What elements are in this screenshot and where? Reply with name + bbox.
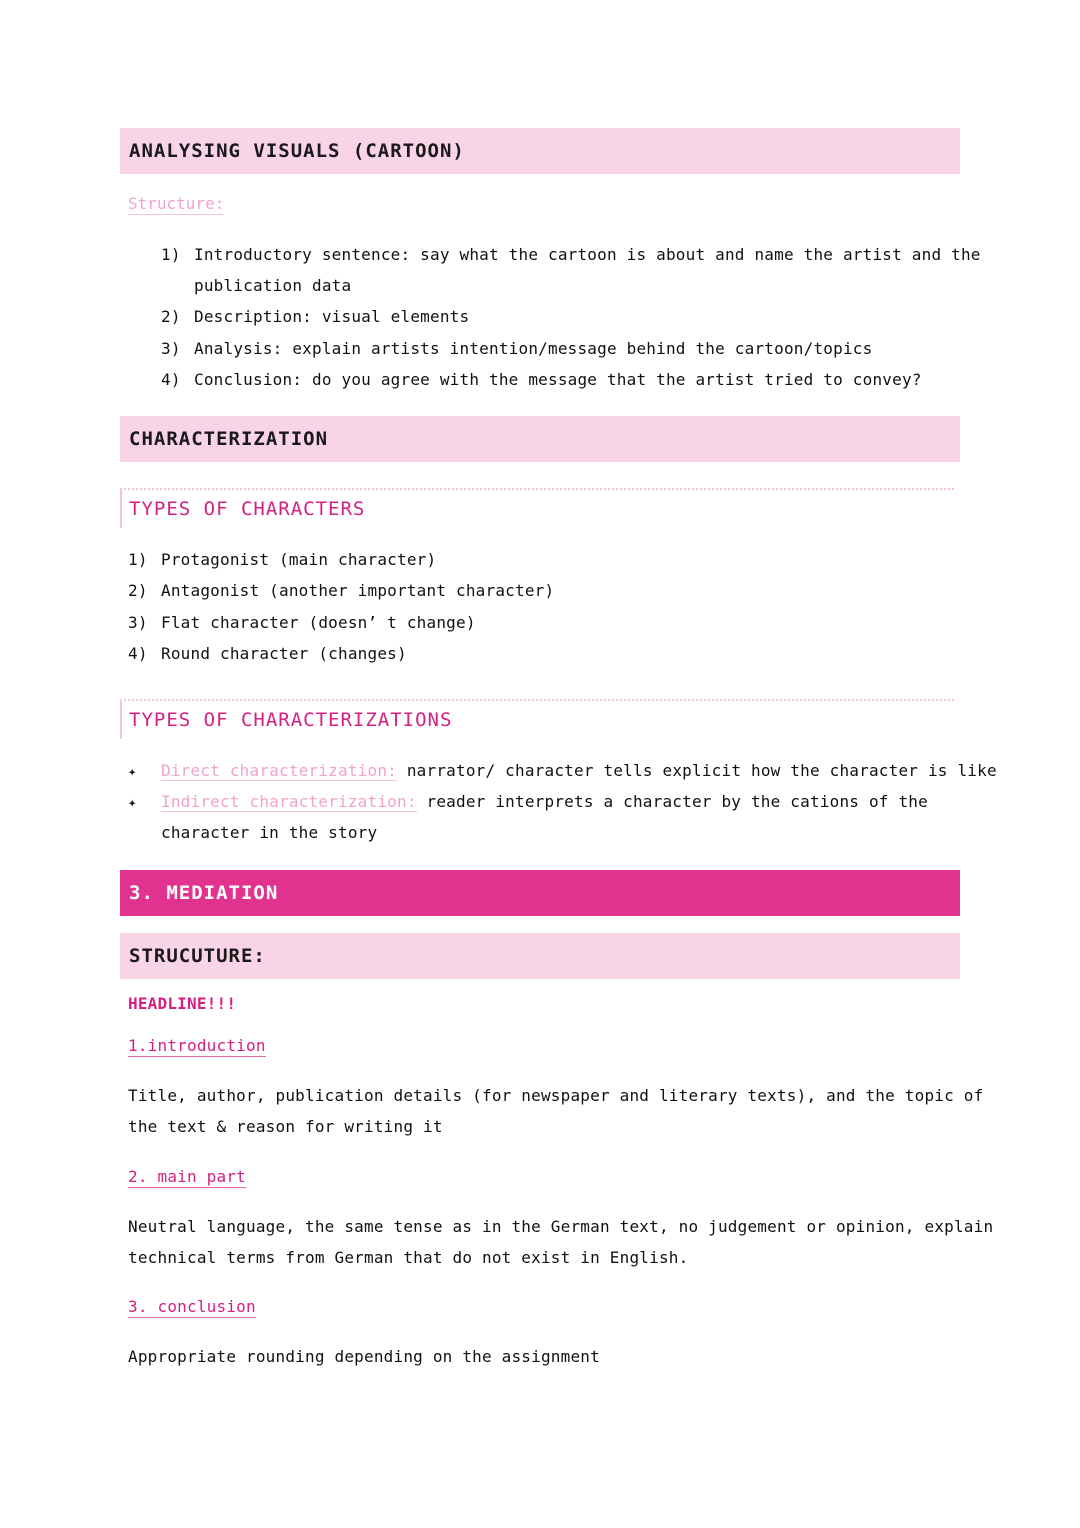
structure-header [120, 933, 960, 979]
step-number: 1) [161, 245, 181, 264]
step-number: 3) [161, 339, 181, 358]
conclusion-label-wrap [128, 1297, 256, 1317]
star-bullet-icon: ✦ [128, 764, 137, 780]
indirect-characterization-term: Indirect characterization: [161, 792, 417, 811]
introduction-label-wrap [128, 1036, 266, 1056]
item-number: 1) [128, 550, 148, 569]
section-header-characterization-text: CHARACTERIZATION [129, 428, 329, 450]
section-header-cartoon-text: ANALYSING VISUALS (CARTOON) [129, 140, 465, 162]
types-of-characterizations-heading [120, 699, 954, 739]
types-of-characters-title: TYPES OF CHARACTERS [129, 498, 366, 520]
item-number: 3) [128, 613, 148, 632]
step-text: Description: visual elements [194, 307, 470, 326]
main-part-label: 2. main part [128, 1167, 246, 1186]
cartoon-step-1 [161, 245, 981, 265]
item-text: Protagonist (main character) [161, 550, 437, 569]
cartoon-step-2 [161, 307, 469, 327]
item-text: Flat character (doesn’ t change) [161, 613, 476, 632]
types-of-characters-heading [120, 488, 954, 528]
headline-label: HEADLINE!!! [128, 994, 237, 1013]
indirect-characterization-cont: character in the story [161, 823, 378, 842]
item-text: Antagonist (another important character) [161, 581, 555, 600]
section-header-cartoon [120, 128, 960, 174]
main-part-label-wrap [128, 1167, 246, 1187]
character-type-1 [128, 550, 436, 570]
introduction-text-2: the text & reason for writing it [128, 1117, 443, 1136]
conclusion-label: 3. conclusion [128, 1297, 256, 1316]
indirect-characterization-text: reader interprets a character by the cations of the [416, 792, 928, 811]
character-type-3 [128, 613, 476, 633]
direct-characterization-text: narrator/ character tells explicit how the character is like [397, 761, 997, 780]
structure-header-text: STRUCUTURE: [129, 945, 266, 967]
step-text: Conclusion: do you agree with the message that the artist tried to convey? [194, 370, 922, 389]
item-number: 4) [128, 644, 148, 663]
item-text: Round character (changes) [161, 644, 407, 663]
step-text: Analysis: explain artists intention/message behind the cartoon/topics [194, 339, 873, 358]
introduction-label: 1.introduction [128, 1036, 266, 1055]
step-number: 2) [161, 307, 181, 326]
conclusion-text: Appropriate rounding depending on the assignment [128, 1347, 600, 1366]
cartoon-step-4 [161, 370, 922, 390]
star-bullet-icon: ✦ [128, 795, 137, 811]
indirect-characterization-item [128, 792, 928, 813]
section-header-characterization [120, 416, 960, 462]
main-part-text-1: Neutral language, the same tense as in the German text, no judgement or opinion, explain [128, 1217, 994, 1236]
introduction-text-1: Title, author, publication details (for newspaper and literary texts), and the topic of [128, 1086, 984, 1105]
step-number: 4) [161, 370, 181, 389]
section-header-mediation-text: 3. MEDIATION [129, 882, 279, 904]
section-header-mediation [120, 870, 960, 916]
character-type-2 [128, 581, 554, 601]
character-type-4 [128, 644, 407, 664]
direct-characterization-term: Direct characterization: [161, 761, 397, 780]
types-of-characterizations-title: TYPES OF CHARACTERIZATIONS [129, 709, 453, 731]
cartoon-step-3 [161, 339, 872, 359]
structure-label: Structure: [128, 194, 225, 213]
step-text: Introductory sentence: say what the cartoon is about and name the artist and the [194, 245, 981, 264]
direct-characterization-item [128, 761, 997, 782]
cartoon-step-1-cont: publication data [194, 276, 352, 295]
item-number: 2) [128, 581, 148, 600]
main-part-text-2: technical terms from German that do not exist in English. [128, 1248, 689, 1267]
